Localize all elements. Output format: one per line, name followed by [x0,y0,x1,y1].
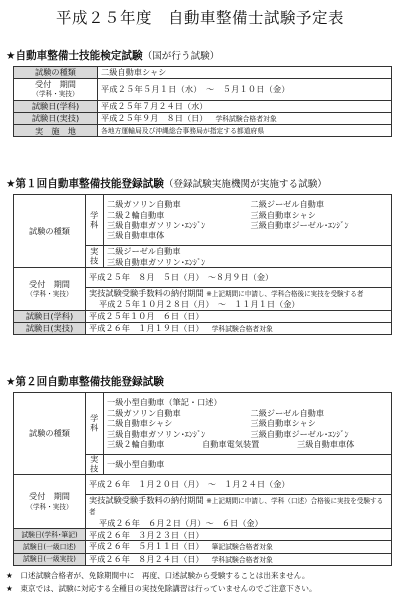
s3-recv-label-cell [14,475,86,529]
s3-gakka-list [104,393,392,455]
section1-title: ★自動車整備士技能検定試験 [6,50,143,62]
section3-title: ★第２回自動車整備技能登録試験 [6,376,164,388]
s2-jitsugi-list [104,246,392,268]
s3-jitsugi-item: 一級小型自動車 [104,455,392,475]
s2-fee-note: ※上記期間に申請し、学科合格後に実技を受験する者 [206,290,364,298]
s3-gakka-item: 三級２輪自動車 [107,439,165,450]
s2-fee-title: 実技試験受験手数料の納付期間 [89,288,204,298]
s2-recv-label-cell [14,268,86,311]
section2-title: ★第１回自動車整備技能登録試験 [6,178,164,190]
section1-subtitle: （国が行う試験） [142,51,220,62]
s3-gakka-item: 二級ジーゼル自動車 [250,407,325,418]
s2-recv-value: 平成２５年 ８月 ５日（月） ～８月９日（金） [86,268,392,288]
s1-recv-value: 平成２５年５月１日（水） ～ ５月１０日（金） [98,79,392,101]
s3-recv-label: 受付 期間 [29,491,70,502]
s3-fee-title: 実技試験受験手数料の納付期間 [89,495,204,505]
s3-exam-jitsugi-label: 試験日(一級実技) [14,553,86,565]
s3-gakka-item: 二級自動車シャシ [107,418,173,429]
s1-recv-label-cell [14,79,98,101]
section3-table [13,392,392,566]
footnote-1: ★ 口述試験合格者が、免除期間中に 再度、口述試験から受験することは出来ません。 [6,571,310,580]
s3-exam-kojutsu-value: 平成２６年 ５月１１日（日） [89,541,204,552]
s3-gakka-item: 三級自動車シャシ [250,418,316,429]
s3-fee-cell [86,495,392,529]
s1-type-label: 試験の種類 [14,67,98,79]
s3-exam-gakka-value: 平成２６年 ３月２３日（日） [86,529,392,541]
s3-exam-kojutsu-note: 筆記試験合格者対象 [211,543,273,552]
s2-gakka-item: 二級２輪自動車 [107,209,165,220]
s1-type-value: 二級自動車シャシ [98,67,392,79]
s3-gakka-item: 三級自動車車体 [297,439,355,450]
s3-exam-kojutsu-label: 試験日(一級口述) [14,541,86,553]
s2-exam-jitsugi-value: 平成２６年 １月１９日（日） [89,322,204,333]
s3-gakka-item: 自動車電気装置 [202,439,260,450]
s1-place-label: 実 施 地 [14,125,98,137]
s1-exam-gakka-value: 平成２５年７月２４日（水） [98,100,392,112]
s2-exam-jitsugi-label: 試験日(実技) [14,322,86,334]
s2-exam-gakka-label: 試験日(学科) [14,310,86,322]
s1-recv-label: 受付 期間 [35,79,76,89]
s3-gakka-item: 三級自動車ガソリン･ｴﾝｼﾞﾝ [107,428,206,439]
s3-exam-gakka-label: 試験日(学科･筆記) [14,529,86,541]
s2-recv-sublabel: （学科・実技） [26,289,73,298]
s3-gakka-item: 三級自動車ジーゼル･ｴﾝｼﾞﾝ [250,428,349,439]
s2-jitsugi-item: 二級ジーゼル自動車 [107,246,181,257]
s1-exam-jitsugi-value: 平成２５年９月 ８日（日） [101,112,208,123]
s1-exam-jitsugi-note: 学科試験合格者対象 [215,114,277,123]
s3-gakka-item: 二級ガソリン自動車 [107,407,181,418]
section1-table [13,66,392,137]
s3-exam-jitsugi-note: 学科試験合格者対象 [211,555,273,564]
s3-recv-sublabel: （学科・実技） [26,502,73,511]
s3-gakka-tag: 学科 [86,393,104,455]
s2-exam-jitsugi-cell [86,322,392,334]
section2-table [13,194,392,335]
s2-gakka-item: 三級自動車ガソリン･ｴﾝｼﾞﾝ [107,220,206,230]
s2-fee-value: 平成２５年１０月２８日（月） ～ １１月１日（金） [99,299,300,310]
s2-fee-cell [86,288,392,311]
section2-heading [6,176,327,191]
s1-place-value: 各地方運輸局及び沖縄総合事務局が指定する都道府県 [98,125,392,137]
s2-gakka-item: 二級ジーゼル自動車 [250,199,325,210]
s2-gakka-item: 三級自動車車体 [107,230,165,241]
s3-gakka-item: 一級小型自動車（筆記・口述） [107,397,222,408]
s1-exam-jitsugi-cell [98,112,392,124]
page-title: 平成２５年度 自動車整備士試験予定表 [55,9,344,27]
section1-heading [6,48,219,63]
s2-gakka-item: 三級自動車シャシ [250,209,316,220]
s1-exam-gakka-label: 試験日(学科) [14,100,98,112]
s2-exam-gakka-value: 平成２５年１０月 ６日（日） [86,310,392,322]
footnote-2: ★ 東京では、試験に対応する全種目の実技免除講習は行っていませんのでご注意下さい。 [6,584,317,593]
s2-gakka-list [104,195,392,246]
s3-exam-jitsugi-value: 平成２６年 ８月２４日（日） [89,553,204,564]
s1-exam-jitsugi-label: 試験日(実技) [14,112,98,124]
section2-subtitle: （登録試験実施機関が実施する試験） [163,179,327,190]
s3-fee-note: ※上記期間に申請し、学科（口述）合格後に実技を受験する者 [89,497,384,517]
section3-heading [6,374,164,389]
s2-jitsugi-tag: 実技 [86,246,104,268]
s2-recv-label: 受付 期間 [29,278,70,289]
s1-recv-sublabel: （学科・実技） [32,90,79,99]
s3-type-label: 試験の種類 [14,393,86,475]
s2-gakka-tag: 学科 [86,195,104,246]
s2-type-label: 試験の種類 [14,195,86,268]
s2-gakka-item: 三級自動車ジーゼル･ｴﾝｼﾞﾝ [250,220,349,230]
s2-exam-jitsugi-note: 学科試験合格者対象 [211,324,273,333]
s2-gakka-item: 二級ガソリン自動車 [107,199,181,210]
s3-recv-value: 平成２６年 １月２０日（月） ～ １月２４日（金） [86,475,392,495]
s2-jitsugi-item: 三級自動車ガソリン･ｴﾝｼﾞﾝ [107,256,206,267]
s3-jitsugi-tag: 実技 [86,455,104,475]
s3-fee-value: 平成２６年 ６月２日（月）～ ６日（金） [99,517,263,528]
s3-exam-kojutsu-cell [86,541,392,553]
s3-exam-jitsugi-cell [86,553,392,565]
